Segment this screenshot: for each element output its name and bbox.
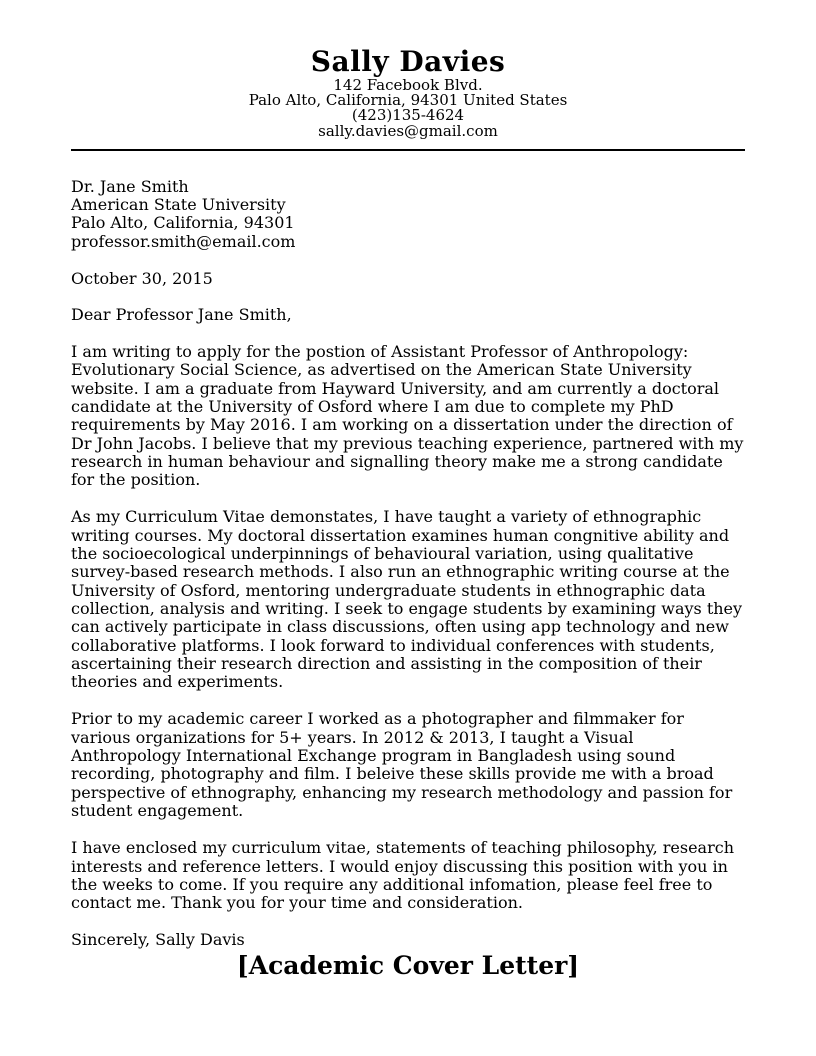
signature: Sally Davis [155, 930, 245, 950]
sender-email: sally.davies@gmail.com [318, 121, 498, 140]
date-line: October 30, 2015 [71, 268, 213, 288]
sender-address-line2: Palo Alto, California, 94301 United States [248, 91, 568, 110]
sender-name: Sally Davies [310, 45, 506, 78]
paragraph-1: I am writing to apply for the postion of Assistant Professor of Anthropology: Evolutionary Social Science, as advertised on the American State University website. I am a graduate from Hayward University, and am currently a doctoral candidate at the University of Osford where I am due to complete my PhD requirements by May 2016. I am working on a dissertation under the direction of Dr John Jacobs. I believe that my previous teaching experience, partnered with my research in human behaviour and signalling theory make me a strong candidate for the position. [71, 342, 744, 490]
closing-block [71, 931, 745, 949]
recipient-block [71, 178, 745, 251]
sender-phone: (423)135-4624 [351, 106, 465, 125]
recipient-institution: American State University [71, 195, 286, 215]
letter-body [71, 178, 745, 950]
paragraph-2: As my Curriculum Vitae demonstates, I have taught a variety of ethnographic writing courses. My doctoral dissertation examines human congnitive ability and the socioecological underpinnings of behavioural variation, using qualitative survey-based research methods. I also run an ethnographic writing course at the University of Osford, mentoring undergraduate students in ethnographic data collection, analysis and writing. I seek to engage students by examining ways they can actively participate in class discussions, often using app technology and new collaborative platforms. I look forward to individual conferences with students, ascertaining their research direction and assisting in the composition of their theories and experiments. [71, 507, 743, 692]
recipient-address: Palo Alto, California, 94301 [71, 213, 295, 233]
sender-address-line1: 142 Facebook Blvd. [333, 76, 483, 94]
letterhead [71, 46, 745, 139]
recipient-name: Dr. Jane Smith [71, 176, 189, 196]
paragraph-4: I have enclosed my curriculum vitae, statements of teaching philosophy, research interests and reference letters. I would enjoy discussing this position with you in the weeks to come. If you require any additional infomation, please feel free to contact me. Thank you for your time and consideration. [71, 838, 735, 913]
header-divider [71, 149, 745, 151]
paragraph-3: Prior to my academic career I worked as a photographer and filmmaker for various organizations for 5+ years. In 2012 & 2013, I taught a Visual Anthropology International Exchange program in Bangladesh using sound recording, photography and film. I beleive these skills provide me with a broad perspective of ethnography, enhancing my research methodology and passion for student engagement. [71, 709, 733, 820]
sign-off: Sincerely, [71, 930, 151, 950]
document-type-label: [Academic Cover Letter] [236, 950, 580, 980]
recipient-email: professor.smith@email.com [71, 231, 296, 251]
salutation: Dear Professor Jane Smith, [71, 305, 292, 325]
